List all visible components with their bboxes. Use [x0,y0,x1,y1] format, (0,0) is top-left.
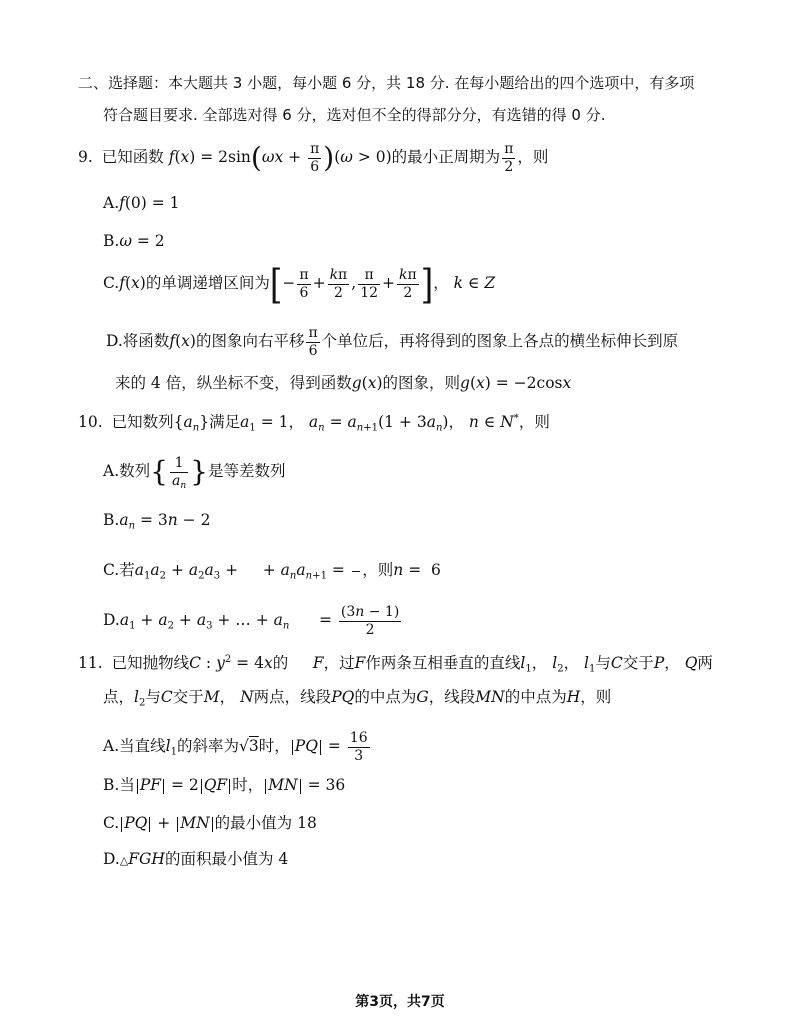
q9-option-d: D.将函数f(x)的图象向右平移 $\frac{\pi}{6}$ 个单位后，再将得到的图象上各点的横坐标伸长到原 [106,325,679,359]
q9-option-c: C.f(x)的单调递增区间为[− $\frac{\pi}{6}$ + $\frac{k\pi}{2}$ , $\frac{\pi}{12}$ + $\frac{k\pi}{2}$ ]， k ∈ Z [103,260,496,308]
option-text: 是等差数列 [208,462,286,481]
option-label: D. [103,850,120,868]
q9-stem-text-3: ，则 [517,148,549,167]
q11-number: 11. [78,654,103,672]
q11-stem-text-7: 两 [697,654,713,672]
fraction: $\frac{\pi}{12}$ [360,267,379,301]
q9-option-b: B.ω = 2 [103,232,165,250]
option-text-3: 来的 4 倍，纵坐标不变，得到函数 [115,374,352,392]
q11-stem-text: 已知抛物线 [111,654,190,672]
q11-option-b: B.当 PF = 2 QF 时， MN = 36 [103,776,346,794]
q11-stem-line2: 点，$l_2$与C交于M， N两点，线段PQ的中点为G，线段MN的中点为H，则 [103,688,612,709]
option-label: C. [103,274,120,293]
fraction: $\frac{(3n - 1)}{2}$ [340,604,400,638]
option-label: A.数列 [103,462,151,481]
option-label: B.当 [103,776,135,794]
q11-stem-text-4: 作两条互相垂直的直线 [365,654,521,672]
fraction: $\frac{1}{a_n}$ [171,455,187,491]
option-label: D. [103,611,120,630]
q9-option-d-line2: 来的 4 倍，纵坐标不变，得到函数g(x)的图象，则g(x) = −2cosx [115,374,572,392]
option-text-2: 个单位后，再将得到的图象上各点的横坐标伸长到原 [321,332,679,351]
q11-option-c: C. PQ + MN 的最小值为 18 [103,814,317,832]
option-label: C. [103,814,120,832]
option-text: 的图象向右平移 [195,332,305,351]
fraction: $\frac{\pi}{6}$ [299,267,309,301]
q11-option-d: D.△FGH的面积最小值为 4 [103,850,289,868]
option-text: 时， [232,776,264,794]
page-number: 第3页，共7页 [355,994,445,1010]
q11-line2-text-3: 交于 [172,688,204,706]
q11-line2-text-2: 与 [145,688,161,706]
fraction: $\frac{16}{3}$ [349,730,368,764]
section-header-line1 [78,74,694,92]
q10-stem-text: 已知数列 [111,413,174,431]
option-text: 的最小值为 18 [214,814,317,832]
q11-stem-text-5: 与 [595,654,611,672]
q11-stem-text-2: 的 [272,654,289,672]
option-text: ，则 [362,561,394,580]
q10-option-c: C.若$a_1a_2 + a_2a_3$ + + $a_na_{n+1}$ = ，则n = 6 [103,555,441,587]
q11-line2-text-4: 两点，线段 [253,688,332,706]
q11-line2-text: 点， [103,688,135,706]
fraction: $\frac{k\pi}{2}$ [329,267,348,301]
option-label: A. [103,194,120,212]
q11-stem: 11. 已知抛物线C : $y^2 = 4x$的 F，过F作两条互相垂直的直线$l_1$， $l_2$， $l_1$与C交于P， Q两 [78,653,713,675]
q10-stem: 10. 已知数列$\{a_n\}$满足$a_1 = 1$， $a_n = a_{n+1}(1 + 3a_n)$， n ∈ N*，则 [78,412,550,434]
section-header-text-2: 符合题目要求. 全部选对得 6 分，选对但不全的得部分分，有选错的得 0 分. [103,106,606,124]
q9-stem: 9. 已知函数 f(x) = 2sin(ωx + $\frac{\pi}{6}$ )(ω > 0)的最小正周期为 $\frac{\pi}{2}$ ，则 [78,141,549,175]
q10-stem-text-3: ，则 [518,413,550,431]
option-label: B. [103,232,120,250]
q11-line2-text-6: ，线段 [428,688,476,706]
option-text: 的单调递增区间为 [145,274,270,293]
q10-option-a: A.数列{ $\frac{1}{a_n}$ }是等差数列 [103,455,286,491]
option-label: A.当直线 [103,737,166,756]
q10-option-b: $B.a_n = 3n - 2$ [103,511,211,532]
option-label: C.若 [103,561,135,580]
option-text: 的面积最小值为 4 [164,850,289,868]
q10-option-d: $D.a_1 + a_2 + a_3$ + … + $a_n$ = $\frac{(3n - 1)}{2}$ [103,604,400,638]
q11-line2-text-7: 的中点为 [504,688,567,706]
section-header-line2 [103,106,605,124]
fraction: $\frac{k\pi}{2}$ [399,267,417,301]
option-label: D.将函数 [106,332,170,351]
option-text: 的斜率为 [177,737,240,756]
option-label: B. [103,511,120,529]
q11-stem-text-3: ，过 [323,654,355,672]
q9-stem-text: 已知函数 [101,148,164,167]
option-text-4: 的图象，则 [382,374,461,392]
fraction: $\frac{\pi}{6}$ [310,141,320,175]
fraction [352,555,360,587]
fraction: $\frac{\pi}{2}$ [504,141,514,175]
q9-option-a: A.f(0) = 1 [103,194,180,212]
q11-line2-text-5: 的中点为 [354,688,417,706]
q10-number: 10. [78,413,103,431]
fraction: $\frac{\pi}{6}$ [308,325,318,359]
q11-line2-text-8: ，则 [580,688,612,706]
q9-stem-text-2: 的最小正周期为 [391,148,501,167]
option-text-2: 时， [258,737,290,756]
q9-number: 9. [78,148,93,167]
section-header-text: 二、选择题：本大题共 3 小题，每小题 6 分，共 18 分. 在每小题给出的四个选项中，有多项 [78,74,695,92]
q11-option-a: A.当直线$l_1$的斜率为√3时， PQ = $\frac{16}{3}$ [103,730,368,764]
q10-stem-text-2: 满足 [209,413,241,431]
q11-stem-text-6: 交于 [622,654,654,672]
